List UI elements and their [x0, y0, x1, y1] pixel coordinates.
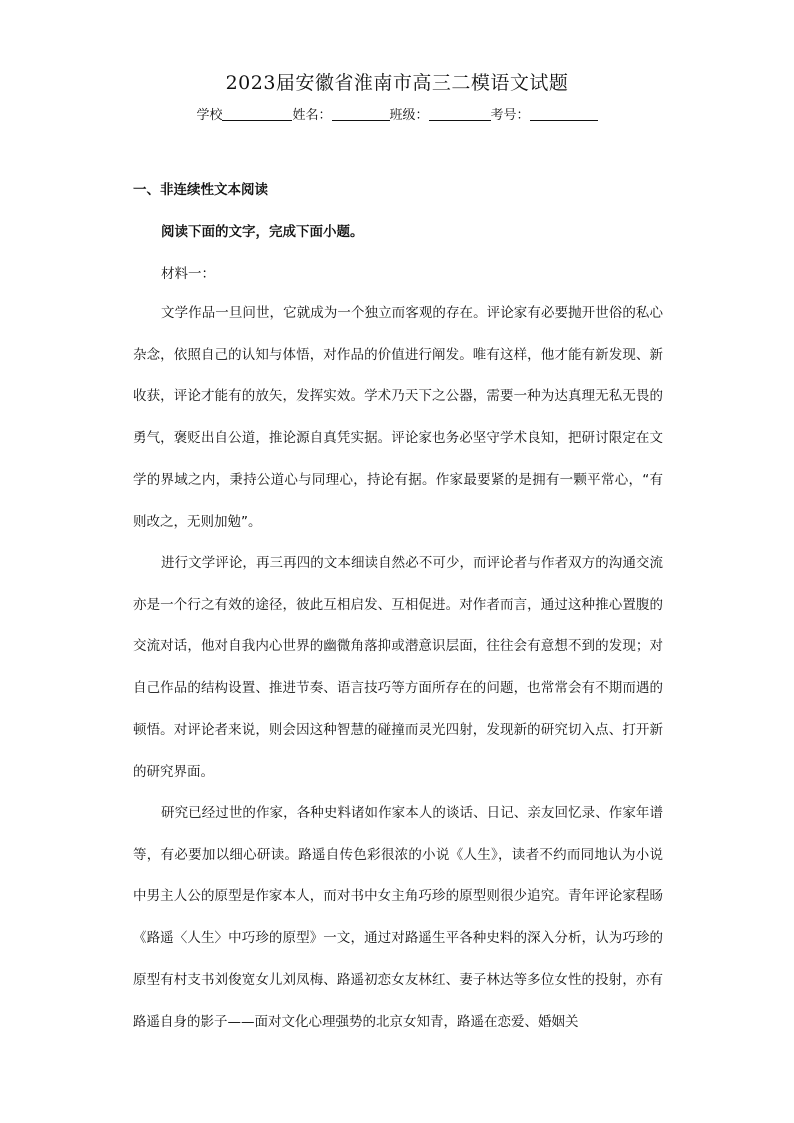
section-heading: 一、非连续性文本阅读: [133, 182, 268, 198]
paragraph-2: 进行文学评论，再三再四的文本细读自然必不可少，而评论者与作者双方的沟通交流亦是一个行之有效的途径，彼此互相启发、互相促进。对作者而言，通过这种推心置腹的交流对话，他对自我内心世界的幽微角落抑或潜意识层面，往往会有意想不到的发现；对自己作品的结构设置、推进节奏、语言技巧等方面所存在的问题，也常常会有不期而遇的顿悟。对评论者来说，则会因这种智慧的碰撞而灵光四射，发现新的研究切入点、打开新的研究界面。: [133, 555, 663, 780]
reading-instruction: 阅读下面的文字，完成下面小题。: [161, 224, 364, 240]
paragraph-3: 研究已经过世的作家，各种史料诸如作家本人的谈话、日记、亲友回忆录、作家年谱等，有必要加以细心研读。路遥自传色彩很浓的小说《人生》，读者不约而同地认为小说中男主人公的原型是作家本人，而对书中女主角巧珍的原型则很少追究。青年评论家程旸《路遥〈人生〉中巧珍的原型》一文，通过对路遥生平各种史料的深入分析，认为巧珍的原型有村支书刘俊宽女儿刘凤梅、路遥初恋女友林红、妻子林达等多位女性的投射，亦有路遥自身的影子——面对文化心理强势的北京女知青，路遥在恋爱、婚姻关: [133, 805, 663, 1030]
exam-no-blank[interactable]: [530, 106, 598, 121]
name-blank[interactable]: [332, 106, 390, 121]
material-label: 材料一：: [161, 266, 215, 282]
name-label: 姓名：: [292, 108, 332, 123]
class-blank[interactable]: [429, 106, 491, 121]
paragraph-1: 文学作品一旦问世，它就成为一个独立而客观的存在。评论家有必要抛开世俗的私心杂念，依照自己的认知与体悟，对作品的价值进行阐发。唯有这样，他才能有新发现、新收获，评论才能有的放矢，发挥实效。学术乃天下之公器，需要一种为达真理无私无畏的勇气，褒贬出自公道，推论源自真凭实据。评论家也务必坚守学术良知，把研讨限定在文学的界域之内，秉持公道心与同理心，持论有据。作家最要紧的是拥有一颗平常心，“有则改之，无则加勉”。: [133, 305, 663, 530]
school-blank[interactable]: [222, 106, 292, 121]
exam-no-label: 考号：: [490, 108, 530, 123]
student-info-line: [0, 104, 794, 123]
class-label: 班级：: [389, 108, 429, 123]
school-label: 学校: [196, 108, 223, 123]
page-title: 2023届安徽省淮南市高三二模语文试题: [225, 72, 569, 94]
